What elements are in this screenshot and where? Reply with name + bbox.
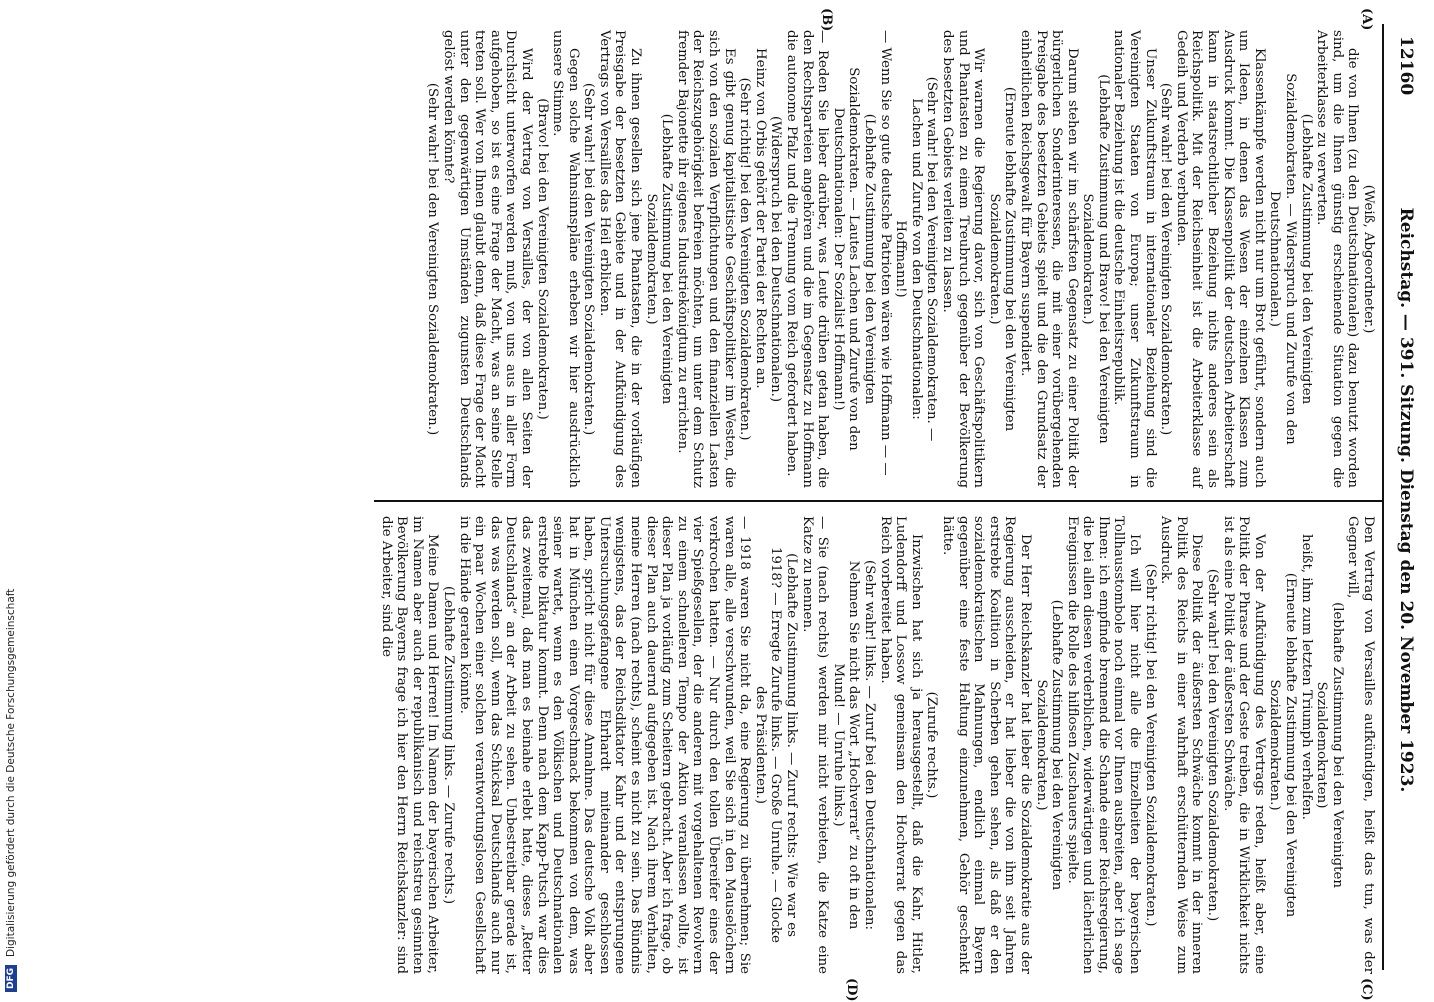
margin-marker-b: (B) bbox=[819, 8, 834, 32]
left-column-paragraph: (Lebhafte Zustimmung bei den Vereinigten Sozialdemokraten. — Lautes Lachen und Zurufe von den Deutschnationalen: Der Sozialist Hoffmann!) bbox=[830, 67, 877, 451]
page-number: 12160 bbox=[1396, 36, 1416, 96]
left-column-paragraph: Zu ihnen gesellen sich jene Phantasten, die in der vorläufigen Preisgabe der besetzten Gebiete und in der Aufkündigung des Vertrags von Versailles das Heil erblicken. bbox=[596, 30, 644, 488]
digitization-footer bbox=[0, 0, 22, 1000]
left-column-paragraph: (Erneute lebhafte Zustimmung bei den Vereinigten Sozialdemokraten.) bbox=[986, 86, 1018, 432]
left-column-paragraph: Wird der Vertrag von Versailles, der von allen Seiten der Durchsicht unterworfen werden muß, von uns aus in aller Form aufgehoben, so ist es eine Frage der Macht, was an seine Stelle treten soll. Wer von Ihnen glaubt denn, daß diese Frage der Macht unter den gegenwärtigen Umständen zugunsten Deutschlands gelöst werden könnte? bbox=[440, 30, 534, 488]
right-column-paragraph: (lebhafte Zustimmung bei den Vereinigten Sozialdemokraten) bbox=[1314, 602, 1345, 888]
left-column-paragraph: Heinz von Orbis gehört der Partei der Rechten an. bbox=[752, 48, 768, 389]
right-column-paragraph: Meine Damen und Herren! Im Namen der bayerischen Arbeiter, im Namen aber auch der republikanisch und reichstreu gesinnten Bevölkerung Bayerns frage ich hier den Herrn Reichskanzler: sind die Arbeiter, sind die bbox=[378, 516, 441, 974]
right-column-paragraph: (Lebhafte Zustimmung bei den Vereinigten Sozialdemokraten.) bbox=[1033, 599, 1065, 891]
left-column bbox=[425, 30, 1376, 488]
left-column-paragraph: (Sehr wahr! bei den Vereinigten Sozialdemokraten.) bbox=[425, 82, 441, 436]
right-column-paragraph: heißt, ihm zum letzten Triumph verhelfen. bbox=[1298, 534, 1314, 820]
left-column-paragraph: (Sehr wahr! bei den Vereinigten Sozialdemokraten.) bbox=[1158, 82, 1174, 436]
left-column-paragraph: Wir warnen die Regierung davor, sich von Geschäftspolitikern und Phantasten zu einem Treubruch gegenüber der Bevölkerung des besetzten Gebiets verleiten zu lassen. bbox=[939, 30, 987, 488]
right-column-paragraph: (Lebhafte Zustimmung links. — Zurufe rechts.) bbox=[440, 585, 456, 905]
right-column-paragraph: Ich will hier nicht alle die Einzelheiten der bayerischen Tollhausstombole noch einmal vor Ihnen ausbreiten, aber ich sage Ihnen: ich empfinde brennend die Schande einer Reichsregierung, die bei allen diesen verderblichen, widerwärtigen und lächerlichen Ereignissen die Rolle des hilflosen Zuschauers spielte. bbox=[1064, 516, 1143, 974]
header-rule bbox=[1382, 24, 1384, 970]
margin-marker-d: (D) bbox=[844, 978, 859, 1002]
left-column-paragraph: Klassenkämpfe werden nicht nur um Brot geführt, sondern auch um Ideen, in denen das Wesen der einzelnen Klassen zum Ausdruck kommt. Die Klassenpolitik der deutschen Arbeiterschaft kann in staatsrechtlicher Beziehung nichts anderes sein als Reichspolitik. Mit der Reichseinheit ist die Arbeiterklasse auf Gedeih und Verderb verbunden. bbox=[1173, 30, 1267, 488]
left-column-paragraph: (Lebhafte Zustimmung bei den Vereinigten Sozialdemokraten. — Widerspruch und Zurufe von den Deutschnationalen.) bbox=[1267, 73, 1314, 445]
left-column-paragraph: Unser Zukunftstraum in internationaler Beziehung sind die Vereinigten Staaten von Europa; unser Zukunftstraum in nationaler Beziehung ist die deutsche Einheitsrepublik. bbox=[1111, 30, 1158, 488]
left-column-paragraph: (Lebhafte Zustimmung bei den Vereinigten Sozialdemokraten.) bbox=[643, 113, 675, 405]
right-column-paragraph: — 1918 waren Sie nicht da, eine Regierung zu übernehmen; Sie waren alle, alle verschwunden, weil Sie sich in den Mauselöchern verkrochen hatten. — Nur durch den tollen Übereifer eines der vier Spießgesellen, der die anderen mit vorgehaltenen Revolvern zu einem schnelleren Tempo der Aktion veranlassen wollte, ist dieser Plan ja vorläufig zum Scheitern gebracht. Aber ich frage, ob dieser Plan auch dauernd aufgegeben ist. Nach ihrem Verhalten, meine Herren (nach rechts), scheint es nicht zu sein. Das Bündnis wenigstens, das der Reichsdiktator Kahr und der entsprungene Untersuchungsgefangene Ehrhardt miteinander geschlossen haben, spricht nicht für diese Annahme. Das deutsche Volk aber hat in München einen Vorgeschmack bekommen von dem, was seiner wartet, wenn es den Völkischen und Deutschnationalen erstrebte Diktatur kommt. Denn nach dem Kapp-Putsch war dies das zweitemal, daß man es beinahe erlebt hatte, dieses „Retter Deutschlands“ an der Arbeit zu sehen. Unbestreitbar gerade ist, das was werden soll, wenn das Schicksal Deutschlands auch nur ein paar Wochen einer solchen verantwortungslosen Gesellschaft in die Hände geraten könnte. bbox=[456, 516, 753, 974]
digitization-credit: Digitalisierung gefördert durch die Deutsche Forschungsgemeinschaft bbox=[5, 588, 17, 957]
left-column-paragraph: (Lebhafte Zustimmung und Bravo! bei den Vereinigten Sozialdemokraten.) bbox=[1080, 74, 1111, 444]
right-column-paragraph: Der Herr Reichskanzler hat lieber die Sozialdemokratie aus der Regierung ausscheiden, er hat lieber die von ihm seit Jahren erstrebte Koalition in Scherben gehen sehen, als daß er den sozialdemokratischen Mahnungen, endlich einmal Bayern gegenüber eine feste Haltung einzunehmen, Gehör geschenkt hätte. bbox=[939, 516, 1033, 974]
right-column-paragraph: Diese Politik der äußersten Schwäche kommt in der inneren Politik des Reichs in einer wahrhaft erschütternden Weise zum Ausdruck. bbox=[1158, 516, 1205, 974]
left-column-paragraph: Gegen solche Wahnsinnspläne erheben wir hier ausdrücklich unsere Stimme. bbox=[550, 30, 581, 488]
right-column-paragraph: (Sehr richtig! bei den Vereinigten Sozialdemokraten.) bbox=[1142, 563, 1158, 927]
margin-marker-c: (C) bbox=[1359, 978, 1374, 1001]
right-column-paragraph: (Erneute lebhafte Zustimmung bei den Vereinigten Sozialdemokraten.) bbox=[1267, 572, 1299, 918]
right-column-paragraph: — Sie (nach rechts) werden mir nicht verbieten, die Katze eine Katze zu nennen. bbox=[799, 516, 831, 974]
right-column-paragraph: (Sehr wahr! links. — Zuruf bei den Deutschnationalen: Nehmen Sie nicht das Wort „Hochverrat“ zu oft in den Mund! — Unruhe links.) bbox=[830, 560, 877, 930]
page-header bbox=[1390, 0, 1420, 1000]
left-column-paragraph: (Bravo! bei den Vereinigten Sozialdemokraten.) bbox=[534, 98, 550, 420]
right-column-paragraph: (Lebhafte Zustimmung links. — Zuruf rechts: Wie war es 1918? — Erregte Zurufe links. — Große Unruhe. — Glocke des Präsidenten.) bbox=[752, 547, 800, 943]
left-column-paragraph: (Sehr wahr! bei den Vereinigten Sozialdemokraten. — Lachen und Zurufe von den Deutschnationalen: Hoffmann!) bbox=[893, 76, 940, 442]
left-column-paragraph: — Reden Sie lieber darüber, was Leute drüben getan haben, die den Rechtsparteien angehören und die im Gegensatz zu Hoffmann die autonome Pfalz und die Trennung vom Reich gefordert haben. bbox=[784, 30, 831, 488]
right-column-paragraph: (Zurufe rechts.) bbox=[924, 691, 940, 799]
right-column-paragraph: Von der Aufkündigung des Vertrags reden, heißt aber, eine Politik der Phrase und der Geste treiben, die in Wirklichkeit nichts ist als eine Politik der äußersten Schwäche. bbox=[1220, 516, 1267, 974]
left-column-paragraph: Darum stehen wir im schärfsten Gegensatz zu einer Politik der bürgerlichen Sonderinteressen, die mit einer vorübergehenden Preisgabe des besetzten Gebiets spielt und die den Grundsatz der einheitlichen Reichsgewalt für Bayern suspendiert. bbox=[1017, 30, 1080, 488]
left-column-paragraph: (Sehr richtig! bei den Vereinigten Sozialdemokraten.) bbox=[737, 77, 753, 441]
right-column bbox=[378, 516, 1376, 974]
dfg-logo: DFG bbox=[5, 965, 17, 992]
right-column-paragraph: Den Vertrag von Versailles aufkündigen, heißt das tun, was der Gegner will, bbox=[1345, 516, 1376, 974]
left-column-paragraph: (Sehr wahr! bei den Vereinigten Sozialdemokraten.) bbox=[581, 82, 597, 436]
page-title: Reichstag. — 391. Sitzung. Dienstag den 20. November 1923. bbox=[1396, 207, 1416, 793]
right-column-paragraph: Inzwischen hat sich ja herausgestellt, daß die Kahr, Hitler, Ludendorff und Lossow gemeinsam den Hochverrat gegen das Reich vorbereitet haben. bbox=[877, 516, 924, 974]
left-column-paragraph: (Weiß, Abgeordneter.) bbox=[1361, 184, 1376, 334]
left-column-paragraph: (Widerspruch bei den Deutschnationalen.) bbox=[768, 115, 784, 403]
left-column-paragraph: — Wenn Sie so gute deutsche Patrioten wären wie Hoffmann — — bbox=[877, 30, 893, 476]
right-column-paragraph: (Sehr wahr! bei den Vereinigten Sozialdemokraten.) bbox=[1205, 568, 1221, 922]
margin-marker-a: (A) bbox=[1359, 8, 1374, 31]
left-column-paragraph: Es gibt genug kapitalistische Geschäftspolitiker im Westen, die sich von den sozialen Verpflichtungen und den finanziellen Lasten der Reichszugehörigkeit befreien möchten, um unter dem Schutz fremder Bajonette ihr eigenes Industriekönigtum zu errichten. bbox=[674, 30, 737, 488]
column-divider bbox=[374, 500, 1384, 502]
left-column-paragraph: die von Ihnen (zu den Deutschnationalen) dazu benutzt worden sind, um die Ihnen günstig erscheinende Situation gegen die Arbeiterklasse zu verwerten. bbox=[1314, 30, 1361, 488]
